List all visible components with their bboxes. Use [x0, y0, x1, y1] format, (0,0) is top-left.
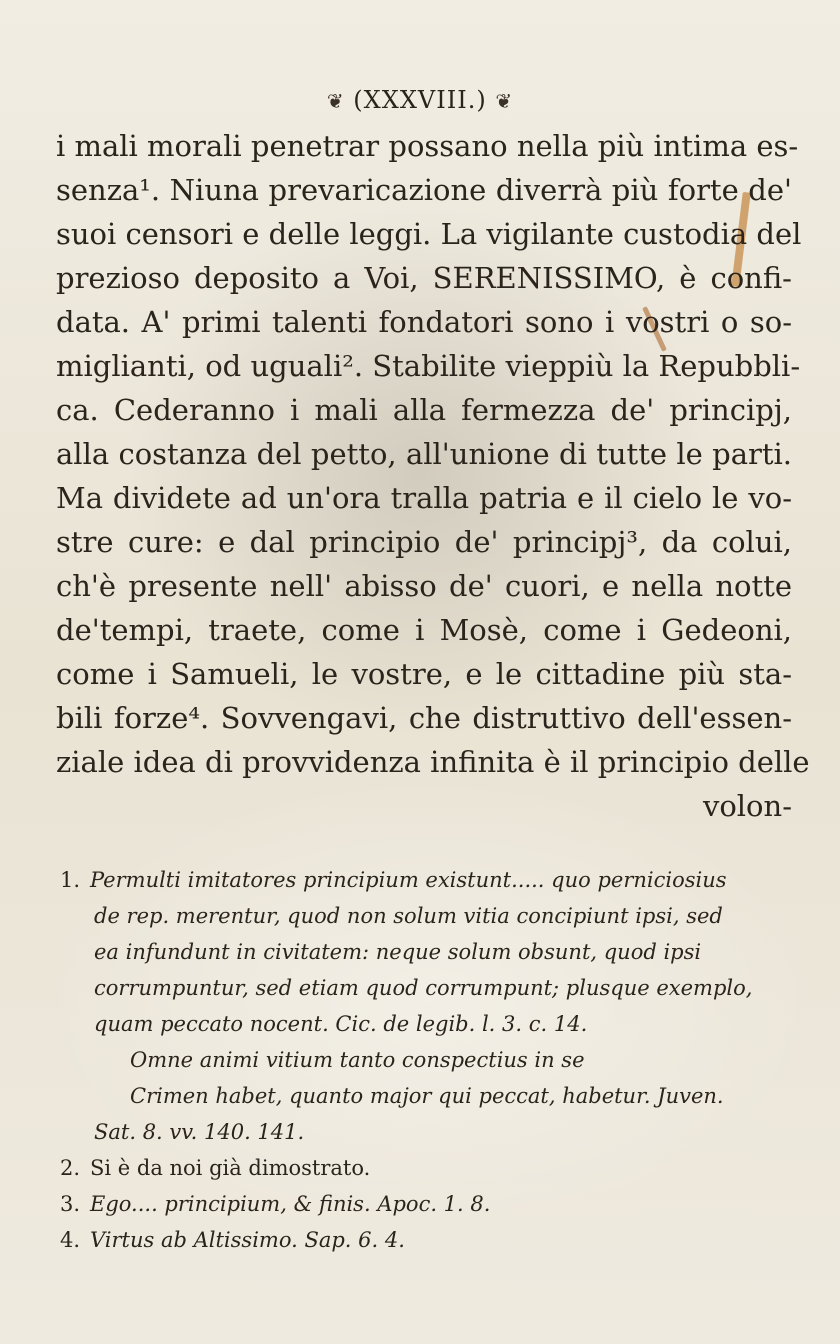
text-line: i mali morali penetrar possano nella più intima es- — [56, 129, 799, 163]
ornament-left-icon: ❦ — [326, 89, 345, 113]
catchword: volon- — [702, 789, 792, 823]
footnote-2 — [60, 1150, 800, 1186]
verse-line: Omne animi vitium tanto conspectius in se — [130, 1048, 585, 1072]
footnote-text: Si è da noi già dimostrato. — [90, 1156, 371, 1180]
footnote-number: 4. — [60, 1228, 81, 1252]
page-header — [0, 86, 840, 114]
footnote-3 — [60, 1186, 800, 1222]
footnote-number: 3. — [60, 1192, 81, 1216]
footnote-1 — [60, 862, 800, 898]
footnote-text: Virtus ab Altissimo. Sap. 6. 4. — [90, 1228, 405, 1252]
text-line: Ma dividete ad un'ora tralla patria e il cielo le vo- — [56, 481, 792, 515]
text-line: bili forze⁴. Sovvengavi, che distruttivo dell'essen- — [56, 701, 792, 735]
text-line: miglianti, od uguali². Stabilite vieppiù la Repubbli- — [56, 349, 801, 383]
text-line: alla costanza del petto, all'unione di tutte le parti. — [56, 437, 792, 471]
footnote-number: 2. — [60, 1156, 81, 1180]
text-line: stre cure: e dal principio de' principj³, da colui, — [56, 525, 792, 559]
body-text — [56, 124, 810, 828]
text-line: prezioso deposito a Voi, SERENISSIMO, è confi- — [56, 261, 792, 295]
text-line: suoi censori e delle leggi. La vigilante custodia del — [56, 217, 802, 251]
text-line: data. A' primi talenti fondatori sono i vostri o so- — [56, 305, 792, 339]
footnote-line: de rep. merentur, quod non solum vitia concipiunt ipsi, sed — [94, 904, 723, 928]
text-line: senza¹. Niuna prevaricazione diverrà più forte de' — [56, 173, 792, 207]
ornament-right-icon: ❦ — [495, 89, 514, 113]
footnote-line: quam peccato nocent. Cic. de legib. l. 3. c. 14. — [94, 1012, 588, 1036]
verse-line: Crimen habet, quanto major qui peccat, habetur. Juven. — [130, 1084, 724, 1108]
footnotes — [60, 862, 800, 1258]
verse-reference: Sat. 8. vv. 140. 141. — [94, 1120, 305, 1144]
page-number: (XXXVIII.) — [353, 86, 487, 114]
footnote-4 — [60, 1222, 800, 1258]
text-line: ch'è presente nell' abisso de' cuori, e nella notte — [56, 569, 792, 603]
footnote-line: corrumpuntur, sed etiam quod corrumpunt; plusque exemplo, — [94, 976, 753, 1000]
text-line: de'tempi, traete, come i Mosè, come i Gedeoni, — [56, 613, 792, 647]
footnote-line: ea infundunt in civitatem: neque solum obsunt, quod ipsi — [94, 940, 702, 964]
text-line: come i Samueli, le vostre, e le cittadine più sta- — [56, 657, 792, 691]
footnote-text: Ego.... principium, & finis. Apoc. 1. 8. — [90, 1192, 491, 1216]
footnote-number: 1. — [60, 868, 81, 892]
text-line: ca. Cederanno i mali alla fermezza de' principj, — [56, 393, 792, 427]
footnote-line: Permulti imitatores principium existunt..... quo perniciosius — [90, 868, 727, 892]
text-line: ziale idea di provvidenza infinita è il principio delle — [56, 745, 810, 779]
